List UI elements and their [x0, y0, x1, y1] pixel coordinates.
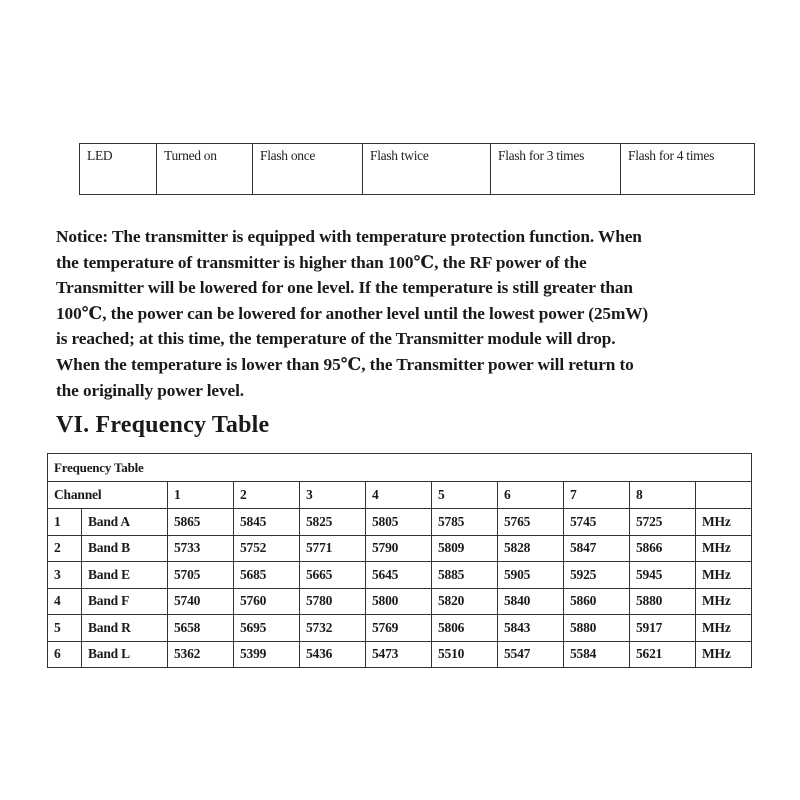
frequency-cell: 5621 [630, 641, 696, 668]
unit-cell: MHz [696, 641, 752, 668]
frequency-cell: 5399 [234, 641, 300, 668]
row-index: 2 [48, 535, 82, 562]
led-flash-3-cell: Flash for 3 times [491, 144, 621, 195]
frequency-cell: 5769 [366, 615, 432, 642]
section-title: VI. Frequency Table [56, 412, 270, 438]
header-channel-5: 5 [432, 482, 498, 509]
frequency-cell: 5840 [498, 588, 564, 615]
frequency-cell: 5860 [564, 588, 630, 615]
frequency-cell: 5695 [234, 615, 300, 642]
table-row [48, 562, 752, 589]
notice-line: Transmitter will be lowered for one level. If the temperature is still greater than [56, 278, 633, 298]
led-flash-4-cell: Flash for 4 times [621, 144, 755, 195]
header-channel-8: 8 [630, 482, 696, 509]
row-index: 4 [48, 588, 82, 615]
frequency-cell: 5725 [630, 509, 696, 536]
frequency-cell: 5584 [564, 641, 630, 668]
frequency-cell: 5645 [366, 562, 432, 589]
frequency-cell: 5732 [300, 615, 366, 642]
unit-cell: MHz [696, 588, 752, 615]
frequency-cell: 5866 [630, 535, 696, 562]
frequency-cell: 5820 [432, 588, 498, 615]
header-channel: Channel [48, 482, 168, 509]
led-flash-twice-cell: Flash twice [363, 144, 491, 195]
frequency-cell: 5847 [564, 535, 630, 562]
table-header-row [48, 482, 752, 509]
led-flash-once-cell: Flash once [253, 144, 363, 195]
notice-line: the originally power level. [56, 380, 245, 400]
band-name: Band R [82, 615, 168, 642]
frequency-table [47, 453, 752, 668]
header-unit [696, 482, 752, 509]
row-index: 1 [48, 509, 82, 536]
frequency-cell: 5658 [168, 615, 234, 642]
header-channel-4: 4 [366, 482, 432, 509]
row-index: 3 [48, 562, 82, 589]
unit-cell: MHz [696, 535, 752, 562]
frequency-cell: 5880 [630, 588, 696, 615]
table-caption-row [48, 454, 752, 482]
frequency-cell: 5825 [300, 509, 366, 536]
table-row [48, 615, 752, 642]
led-turned-on-cell: Turned on [157, 144, 253, 195]
unit-cell: MHz [696, 562, 752, 589]
frequency-cell: 5665 [300, 562, 366, 589]
header-channel-2: 2 [234, 482, 300, 509]
unit-cell: MHz [696, 615, 752, 642]
frequency-cell: 5925 [564, 562, 630, 589]
frequency-cell: 5905 [498, 562, 564, 589]
frequency-cell: 5805 [366, 509, 432, 536]
frequency-cell: 5547 [498, 641, 564, 668]
frequency-cell: 5740 [168, 588, 234, 615]
table-row [48, 535, 752, 562]
notice-line: When the temperature is lower than 95℃, the Transmitter power will return to [56, 354, 634, 374]
frequency-cell: 5790 [366, 535, 432, 562]
frequency-cell: 5745 [564, 509, 630, 536]
frequency-cell: 5771 [300, 535, 366, 562]
frequency-cell: 5780 [300, 588, 366, 615]
table-caption: Frequency Table [48, 454, 752, 482]
frequency-cell: 5917 [630, 615, 696, 642]
row-index: 5 [48, 615, 82, 642]
table-row [48, 641, 752, 668]
frequency-cell: 5705 [168, 562, 234, 589]
frequency-cell: 5760 [234, 588, 300, 615]
frequency-cell: 5800 [366, 588, 432, 615]
band-name: Band L [82, 641, 168, 668]
led-status-row [80, 144, 755, 195]
table-row [48, 509, 752, 536]
band-name: Band B [82, 535, 168, 562]
row-index: 6 [48, 641, 82, 668]
frequency-cell: 5785 [432, 509, 498, 536]
band-name: Band E [82, 562, 168, 589]
table-row [48, 588, 752, 615]
frequency-cell: 5436 [300, 641, 366, 668]
header-channel-3: 3 [300, 482, 366, 509]
frequency-cell: 5806 [432, 615, 498, 642]
frequency-cell: 5843 [498, 615, 564, 642]
notice-line: is reached; at this time, the temperature of the Transmitter module will drop. [56, 329, 616, 349]
frequency-cell: 5945 [630, 562, 696, 589]
header-channel-7: 7 [564, 482, 630, 509]
frequency-cell: 5845 [234, 509, 300, 536]
band-name: Band A [82, 509, 168, 536]
header-channel-6: 6 [498, 482, 564, 509]
frequency-cell: 5510 [432, 641, 498, 668]
unit-cell: MHz [696, 509, 752, 536]
led-status-table [79, 143, 755, 195]
notice-line: 100℃, the power can be lowered for another level until the lowest power (25mW) [56, 303, 649, 323]
band-name: Band F [82, 588, 168, 615]
frequency-cell: 5473 [366, 641, 432, 668]
frequency-cell: 5880 [564, 615, 630, 642]
frequency-cell: 5885 [432, 562, 498, 589]
frequency-cell: 5865 [168, 509, 234, 536]
led-label-cell: LED [80, 144, 157, 195]
notice-line: Notice: The transmitter is equipped with temperature protection function. When [56, 227, 642, 246]
temperature-notice [56, 224, 746, 403]
notice-line: the temperature of transmitter is higher than 100℃, the RF power of the [56, 252, 587, 272]
frequency-cell: 5765 [498, 509, 564, 536]
frequency-cell: 5752 [234, 535, 300, 562]
frequency-cell: 5809 [432, 535, 498, 562]
frequency-cell: 5828 [498, 535, 564, 562]
frequency-cell: 5685 [234, 562, 300, 589]
frequency-cell: 5733 [168, 535, 234, 562]
frequency-cell: 5362 [168, 641, 234, 668]
header-channel-1: 1 [168, 482, 234, 509]
